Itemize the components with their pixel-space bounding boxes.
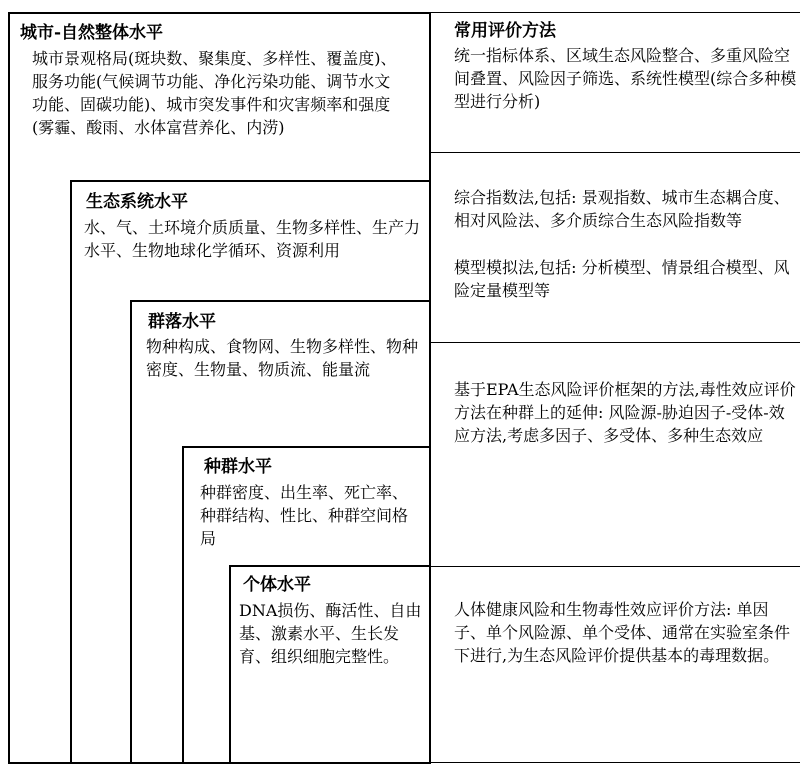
method-text-model: 模型模拟法,包括: 分析模型、情景组合模型、风险定量模型等: [454, 258, 790, 300]
methods-title: 常用评价方法: [454, 21, 556, 41]
level-title: 个体水平: [243, 575, 311, 595]
level-content: 种群密度、出生率、死亡率、种群结构、性比、种群空间格局: [200, 483, 409, 548]
level-title: 种群水平: [204, 457, 272, 477]
separator-line: [431, 152, 800, 153]
level-content: 物种构成、食物网、生物多样性、物种密度、生物量、物质流、能量流: [146, 337, 419, 379]
separator-line: [431, 762, 800, 763]
level-content: 水、气、土环境介质质量、生物多样性、生产力水平、生物地球化学循环、资源利用: [84, 218, 421, 260]
separator-line: [431, 12, 800, 13]
separator-line: [431, 342, 800, 343]
level-content: 城市景观格局(斑块数、聚集度、多样性、覆盖度)、服务功能(气候调节功能、净化污染功能、调节水文功能、固碳功能)、城市突发事件和灾害频率和强度(雾霾、酸雨、水体富营养化、内涝): [32, 49, 397, 137]
level-title: 生态系统水平: [86, 192, 188, 212]
method-text-index: 综合指数法,包括: 景观指数、城市生态耦合度、相对风险法、多介质综合生态风险指数等: [454, 188, 790, 230]
level-title: 群落水平: [148, 312, 216, 332]
method-text-epa: 基于EPA生态风险评价框架的方法,毒性效应评价方法在种群上的延伸: 风险源-胁迫因子-受体-效应方法,考虑多因子、多受体、多种生态效应: [454, 380, 796, 445]
level-content: DNA损伤、酶活性、自由基、激素水平、生长发育、组织细胞完整性。: [239, 601, 422, 666]
separator-line: [431, 566, 800, 567]
method-text-health: 人体健康风险和生物毒性效应评价方法: 单因子、单个风险源、单个受体、通常在实验室条件下进行,为生态风险评价提供基本的毒理数据。: [454, 600, 791, 665]
level-title: 城市-自然整体水平: [20, 23, 164, 43]
level-box-individual: [229, 565, 431, 764]
method-text-city: 统一指标体系、区域生态风险整合、多重风险空间叠置、风险因子筛选、系统性模型(综合多种模型进行分析): [454, 46, 797, 111]
